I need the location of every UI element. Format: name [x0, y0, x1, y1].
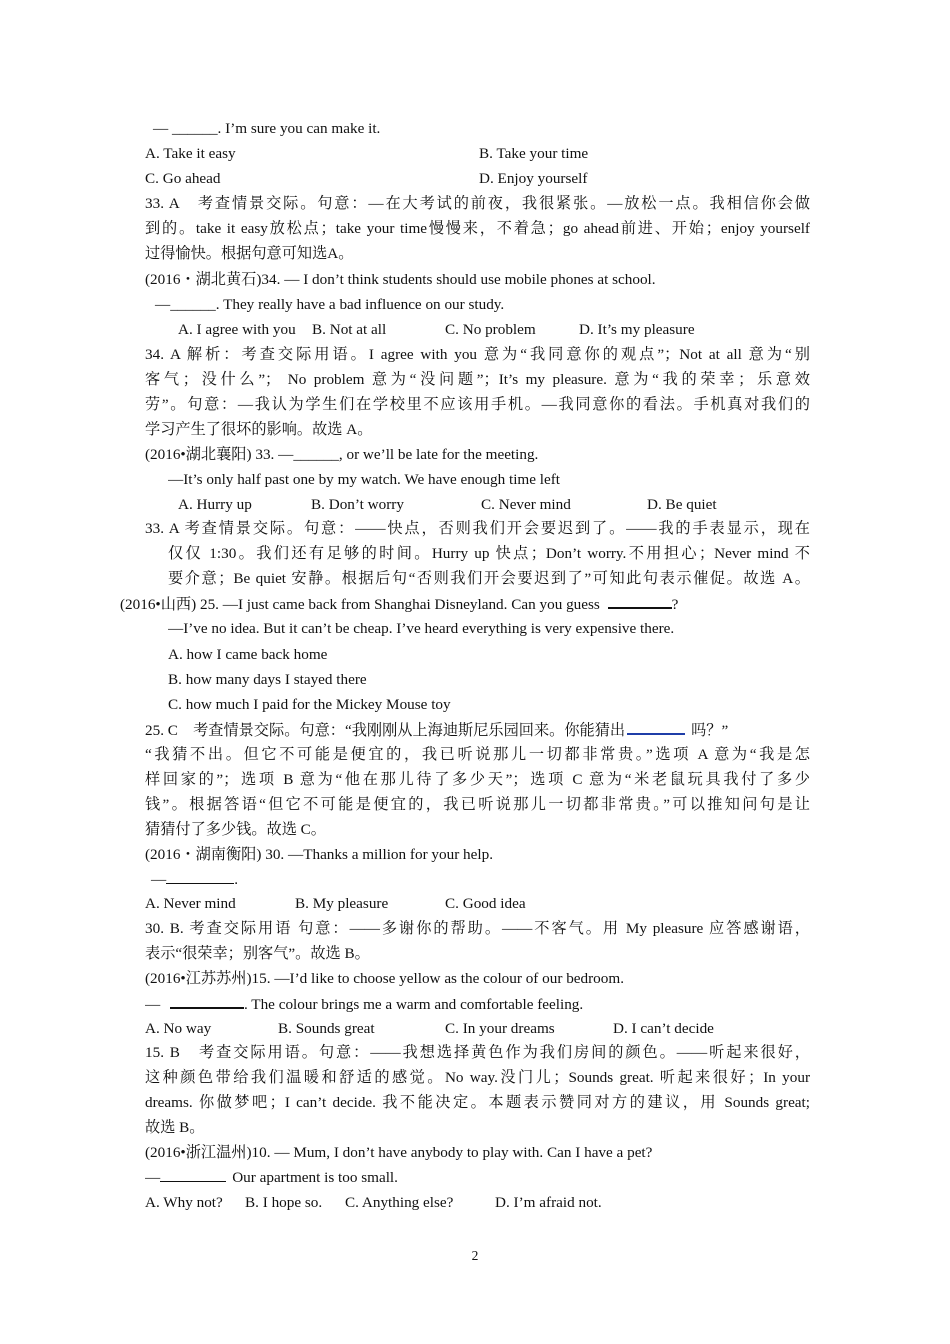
explanation-line: 30. B. 考查交际用语 句意：——多谢你的帮助。——不客气。用 My pleasure 应答感谢语，: [145, 920, 810, 937]
explanation-line: 15. B 考查交际用语。句意：——我想选择黄色作为我们房间的颜色。——听起来很好，: [145, 1044, 810, 1061]
explanation-line: 猜猜付了多少钱。故选 C。: [145, 821, 326, 838]
option-row: A. Hurry up B. Don’t worry C. Never mind D. Be quiet: [178, 496, 717, 513]
explanation-line: 故选 B。: [145, 1119, 205, 1136]
explanation-line: 25. C 考查情景交际。句意：“我刚刚从上海迪斯尼乐园回来。你能猜出 吗？”: [145, 717, 810, 742]
explanation-line: dreams. 你做梦吧；I can’t decide. 我不能决定。本题表示赞同对方的建议，用 Sounds great;: [145, 1094, 810, 1111]
explanation-line: 钱”。根据答语“但它不可能是便宜的，我已听说那儿一切都非常贵。”可以推知问句是让: [145, 796, 810, 813]
option-line: C. how much I paid for the Mickey Mouse toy: [168, 696, 451, 713]
explanation-line: 34. A 解析：考查交际用语。I agree with you 意为“我同意你的观点”；Not at all 意为“别: [145, 346, 810, 363]
option-row: C. Go ahead D. Enjoy yourself: [145, 170, 588, 187]
page-number: 2: [471, 1248, 479, 1263]
question-line: (2016・湖北黄石)34. — I don’t think students should use mobile phones at school.: [145, 271, 656, 288]
explanation-line: 过得愉快。根据句意可知选A。: [145, 245, 354, 262]
explanation-line: 33. A 考查情景交际。句意：——快点，否则我们开会要迟到了。——我的手表显示，现在: [145, 520, 810, 537]
answer-blank: [608, 591, 672, 609]
answer-blank: [170, 991, 244, 1009]
text-line: — . The colour brings me a warm and comfortable feeling.: [145, 991, 810, 1016]
option-line: A. how I came back home: [168, 646, 328, 663]
text-line: — Our apartment is too small.: [145, 1165, 810, 1190]
option-row: A. Take it easy B. Take your time: [145, 145, 589, 162]
question-line: (2016•山西) 25. —I just came back from Shanghai Disneyland. Can you guess ?: [120, 591, 810, 616]
option-row: A. Why not? B. I hope so. C. Anything else? D. I’m afraid not.: [145, 1194, 602, 1211]
text-line: — .: [145, 867, 810, 892]
question-line: (2016•湖北襄阳) 33. —______, or we’ll be late for the meeting.: [145, 446, 539, 463]
explanation-line: 到的。take it easy放松点；take your time慢慢来，不着急；go ahead前进、开始；enjoy yourself: [145, 220, 810, 237]
answer-blank: [627, 717, 685, 735]
question-line: (2016•江苏苏州)15. —I’d like to choose yellow as the colour of our bedroom.: [145, 970, 624, 987]
question-line: (2016・湖南衡阳) 30. —Thanks a million for your help.: [145, 846, 493, 863]
text-line: —______. They really have a bad influence on our study.: [155, 296, 505, 313]
explanation-line: 仅仅 1:30。我们还有足够的时间。Hurry up 快点；Don’t worry.不用担心；Never mind 不: [168, 545, 810, 562]
explanation-line: 学习产生了很坏的影响。故选 A。: [145, 421, 373, 438]
text-line: — ______. I’m sure you can make it.: [153, 120, 381, 137]
option-row: A. No way B. Sounds great C. In your dreams D. I can’t decide: [145, 1020, 714, 1037]
explanation-line: 劳”。句意：—我认为学生们在学校里不应该用手机。—我同意你的看法。手机真对我们的: [145, 396, 810, 413]
text-line: —It’s only half past one by my watch. We have enough time left: [168, 471, 561, 488]
explanation-line: 样回家的”；选项 B 意为“他在那儿待了多少天”；选项 C 意为“米老鼠玩具我付了多少: [145, 771, 810, 788]
explanation-line: 33. A 考查情景交际。句意：—在大考试的前夜，我很紧张。—放松一点。我相信你会做: [145, 195, 810, 212]
option-row: A. I agree with you B. Not at all C. No problem D. It’s my pleasure: [178, 321, 695, 338]
option-row: A. Never mind B. My pleasure C. Good idea: [145, 895, 526, 912]
explanation-line: 客气；没什么”； No problem 意为“没问题”；It’s my pleasure. 意为“我的荣幸；乐意效: [145, 371, 810, 388]
explanation-line: 表示“很荣幸；别客气”。故选 B。: [145, 945, 370, 962]
explanation-line: 要介意；Be quiet 安静。根据后句“否则我们开会要迟到了”可知此句表示催促。故选 A。: [168, 570, 810, 587]
option-line: B. how many days I stayed there: [168, 671, 367, 688]
answer-blank: [160, 1165, 226, 1182]
explanation-line: 这种颜色带给我们温暖和舒适的感觉。No way.没门儿；Sounds great. 听起来很好；In your: [145, 1069, 810, 1086]
text-line: —I’ve no idea. But it can’t be cheap. I’ve heard everything is very expensive there.: [168, 620, 675, 637]
explanation-line: “我猜不出。但它不可能是便宜的，我已听说那儿一切都非常贵。”选项 A 意为“我是怎: [145, 746, 810, 763]
question-line: (2016•浙江温州)10. — Mum, I don’t have anybody to play with. Can I have a pet?: [145, 1144, 653, 1161]
answer-blank: [166, 867, 234, 884]
